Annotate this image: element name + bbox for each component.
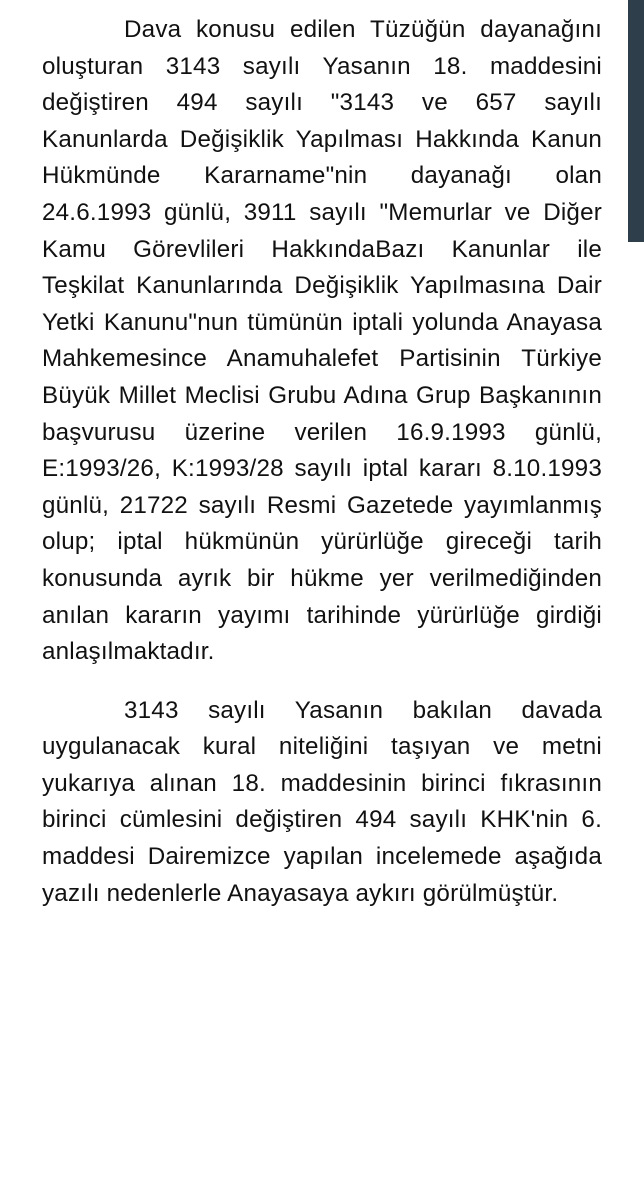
paragraph-1: Dava konusu edilen Tüzüğün dayanağını oluşturan 3143 sayılı Yasanın 18. maddesini değiştiren 494 sayılı "3143 ve 657 sayılı Kanunlarda Değişiklik Yapılması Hakkında Kanun Hükmünde Kararname"nin dayanağı olan 24.6.1993 günlü, 3911 sayılı "Memurlar ve Diğer Kamu Görevlileri HakkındaBazı Kanunlar ile Teşkilat Kanunlarında Değişiklik Yapılmasına Dair Yetki Kanunu"nun tümünün iptali yolunda Anayasa Mahkemesince Anamuhalefet Partisinin Türkiye Büyük Millet Meclisi Grubu Adına Grup Başkanının başvurusu üzerine verilen 16.9.1993 günlü, E:1993/26, K:1993/28 sayılı iptal kararı 8.10.1993 günlü, 21722 sayılı Resmi Gazetede yayımlanmış olup; iptal hükmünün yürürlüğe gireceği tarih konusunda ayrık bir hükme yer verilmediğinden anılan kararın yayımı tarihinde yürürlüğe girdiği anlaşılmaktadır. — [42, 16, 602, 666]
scrollbar[interactable] — [628, 0, 644, 242]
paragraph-2: 3143 sayılı Yasanın bakılan davada uygulanacak kural niteliğini taşıyan ve metni yukarıya alınan 18. maddesinin birinci fıkrasının birinci cümlesini değiştiren 494 sayılı KHK'nin 6. maddesi Dairemizce yapılan incelemede aşağıda yazılı nedenlerle Anayasaya aykırı görülmüştür. — [42, 696, 602, 907]
document-body — [42, 12, 602, 912]
